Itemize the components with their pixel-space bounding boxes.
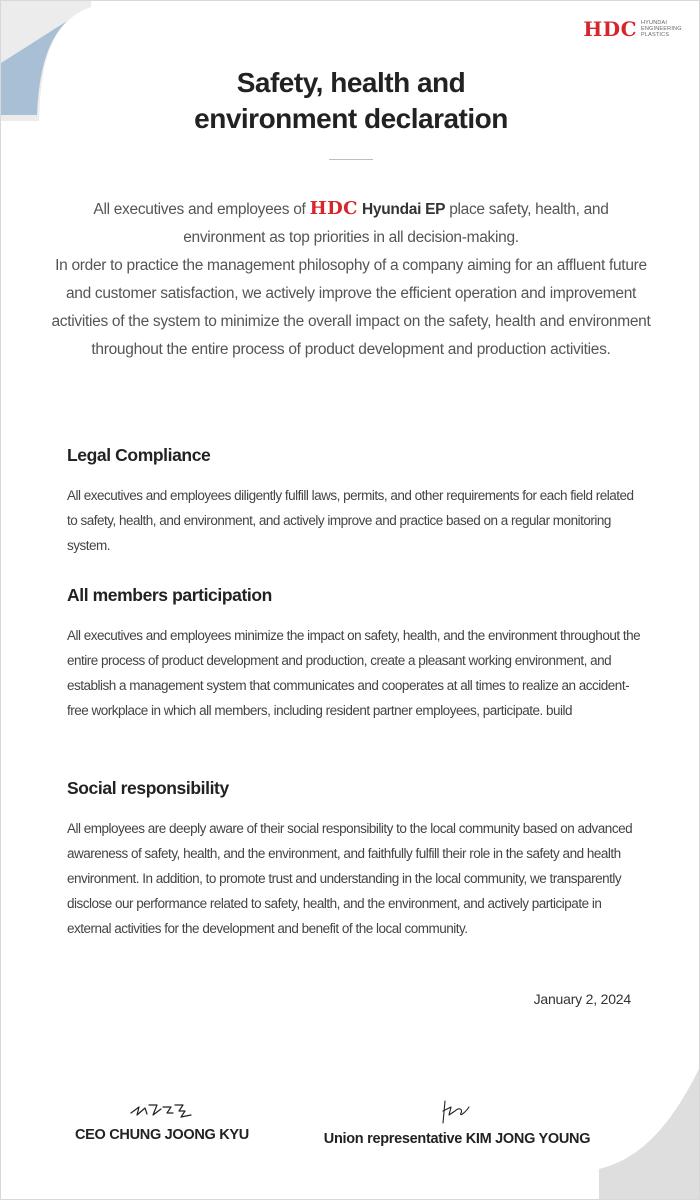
section-legal-compliance: [67, 443, 647, 558]
signature-ceo: [67, 1099, 257, 1143]
intro-paragraph-2: In order to practice the management philosophy of a company aiming for an affluent future and customer satisfaction, we actively improve the efficient operation and improvement activities of the system to minimize the overall impact on the safety, health and environment throughout the entire process of product development and production activities.: [51, 257, 651, 358]
section-heading: Social responsibility: [67, 778, 229, 798]
section-body: All executives and employees diligently fulfill laws, permits, and other requirements for each field related to safety, health, and environment, and actively improve and practice based on a regular monitoring system.: [67, 488, 634, 553]
title-line-2: environment declaration: [194, 103, 508, 134]
intro-suffix: place safety, health, and environment as top priorities in all decision-making.: [183, 201, 609, 246]
title-line-1: Safety, health and: [236, 67, 466, 98]
signature-union: [307, 1099, 607, 1147]
logo-subtitle: HYUNDAI ENGINEERING PLASTICS: [641, 20, 682, 38]
company-logo: [583, 17, 685, 41]
logo-mark: HDC: [583, 17, 637, 41]
intro-brand-name: Hyundai EP: [362, 201, 446, 218]
ceo-signature-image: [127, 1099, 197, 1121]
section-heading: Legal Compliance: [67, 445, 211, 465]
title-divider: [329, 159, 373, 160]
section-social-responsibility: [67, 776, 647, 941]
union-representative-name: Union representative KIM JONG YOUNG: [323, 1131, 591, 1147]
section-heading: All members participation: [67, 585, 272, 605]
declaration-date: January 2, 2024: [533, 991, 631, 1007]
intro-text: [51, 195, 651, 364]
page-title: [1, 65, 700, 137]
section-body: All employees are deeply aware of their social responsibility to the local community based on advanced awareness of safety, health, and the environment, and faithfully fulfill their role in the safety and health environment. In addition, to promote trust and understanding in the local community, we transparently disclose our performance related to safety, health, and the environment, and actively participate in external activities for the development and benefit of the local community.: [67, 821, 633, 936]
section-members-participation: [67, 583, 647, 723]
section-body: All executives and employees minimize the impact on safety, health, and the environment throughout the entire process of product development and production, create a pleasant working environment, and establish a management system that communicates and cooperates at all times to realize an accident-free workplace in which all members, including resident partner employees, participate. build: [67, 628, 641, 718]
union-signature-image: [437, 1099, 477, 1125]
intro-prefix: All executives and employees of: [93, 201, 306, 218]
ceo-name: CEO CHUNG JOONG KYU: [75, 1127, 249, 1143]
intro-brand-mark: HDC: [309, 198, 359, 219]
decorative-corner-bottom-right: [599, 1069, 699, 1199]
